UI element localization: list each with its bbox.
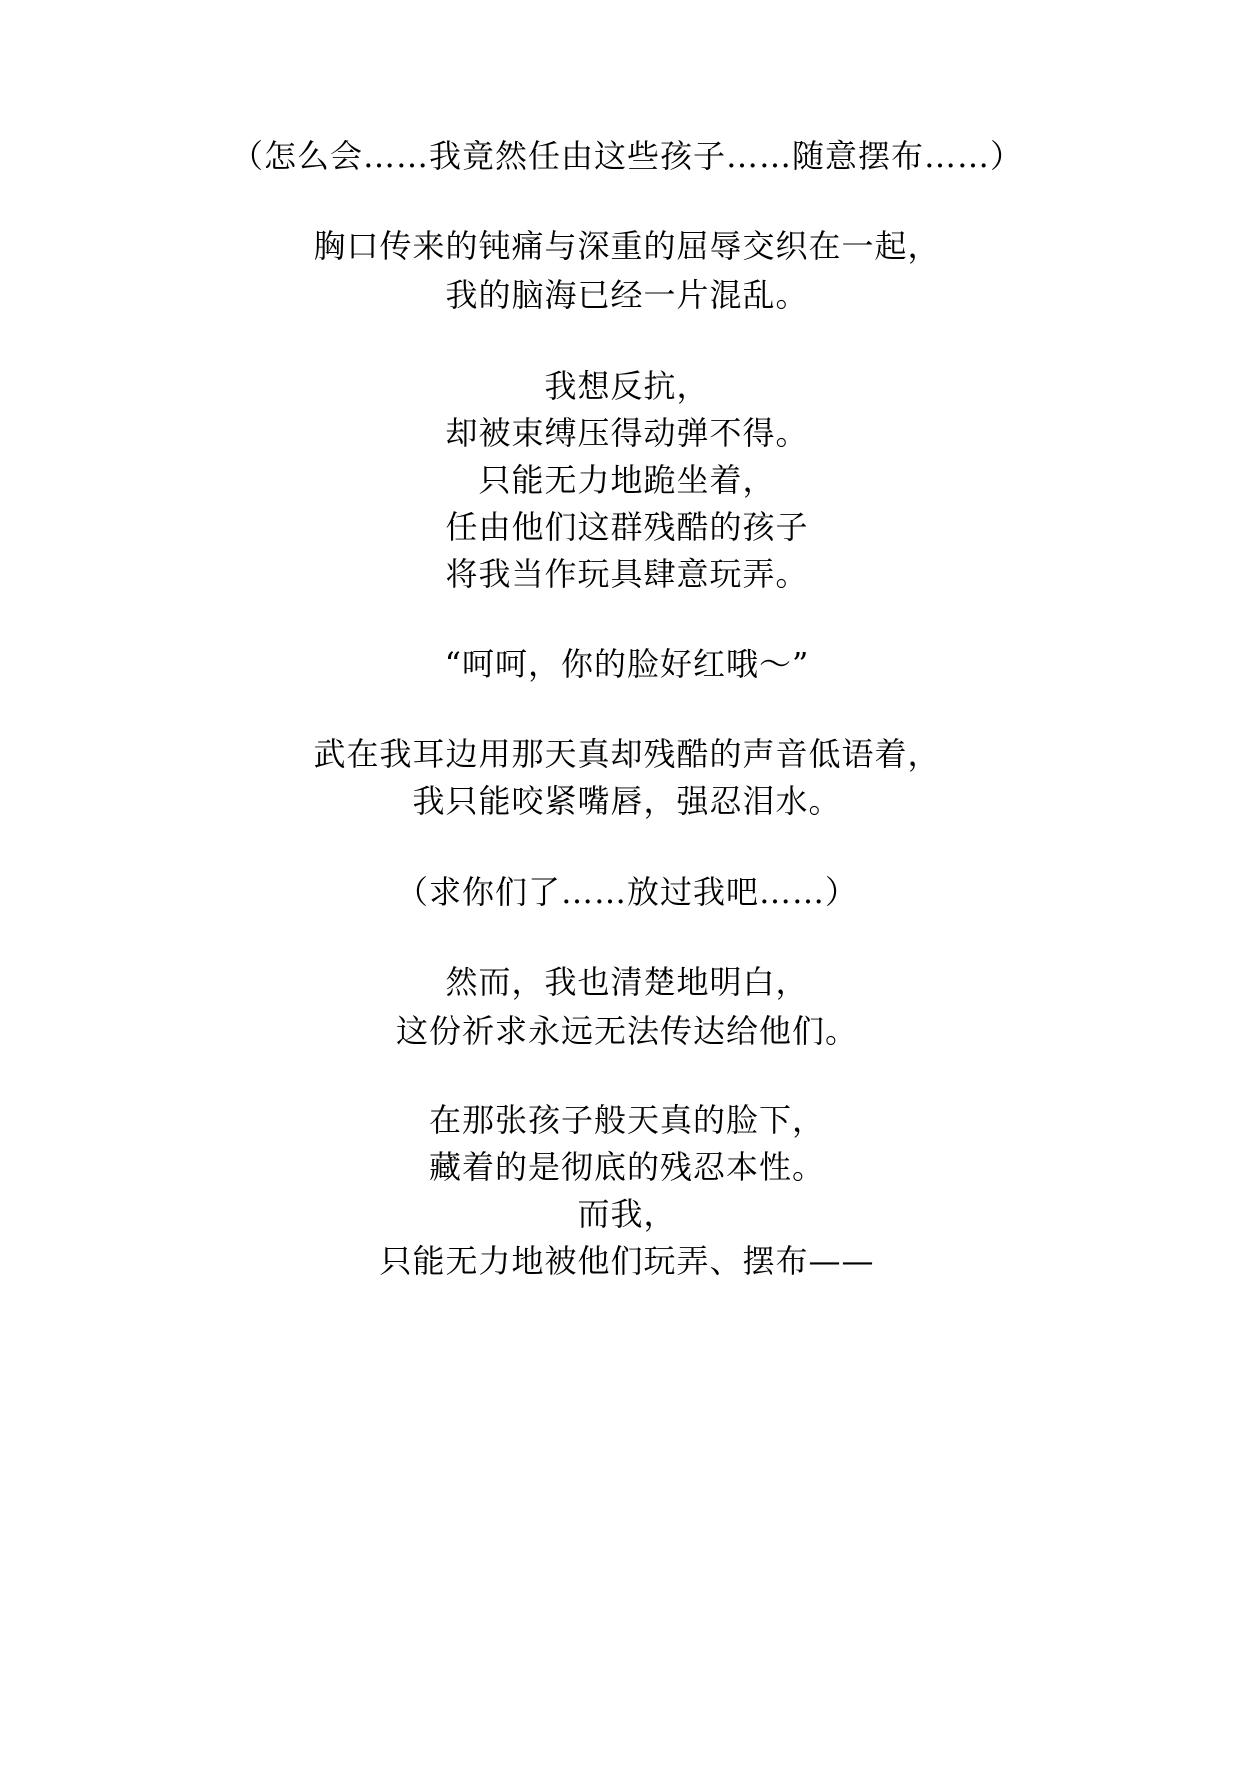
text-line-p2-2: 我的脑海已经一片混乱。	[445, 276, 809, 314]
text-line-p3-4: 任由他们这群残酷的孩子	[445, 508, 809, 546]
text-line-p8-4: 只能无力地被他们玩弄、摆布——	[379, 1242, 875, 1280]
text-line-p5-2: 我只能咬紧嘴唇，强忍泪水。	[412, 782, 842, 820]
text-line-p8-3: 而我，	[577, 1195, 677, 1233]
text-line-p3-5: 将我当作玩具肆意玩弄。	[445, 555, 809, 593]
text-line-p3-1: 我想反抗，	[544, 367, 710, 405]
text-line-dialogue: “呵呵，你的脸好红哦～”	[444, 645, 810, 683]
text-line-p3-2: 却被束缚压得动弹不得。	[445, 414, 809, 452]
text-line-inner-thought-1: （怎么会……我竟然任由这些孩子……随意摆布……）	[230, 137, 1023, 175]
text-line-p2-1: 胸口传来的钝痛与深重的屈辱交织在一起，	[313, 227, 941, 265]
text-line-p8-2: 藏着的是彻底的残忍本性。	[428, 1148, 825, 1186]
text-line-p3-3: 只能无力地跪坐着，	[478, 461, 776, 499]
text-line-p7-1: 然而，我也清楚地明白，	[445, 963, 809, 1001]
text-line-p8-1: 在那张孩子般天真的脸下，	[428, 1101, 825, 1139]
text-line-inner-thought-2: （求你们了……放过我吧……）	[395, 873, 858, 911]
text-line-p5-1: 武在我耳边用那天真却残酷的声音低语着，	[313, 735, 941, 773]
text-line-p7-2: 这份祈求永远无法传达给他们。	[395, 1012, 858, 1050]
